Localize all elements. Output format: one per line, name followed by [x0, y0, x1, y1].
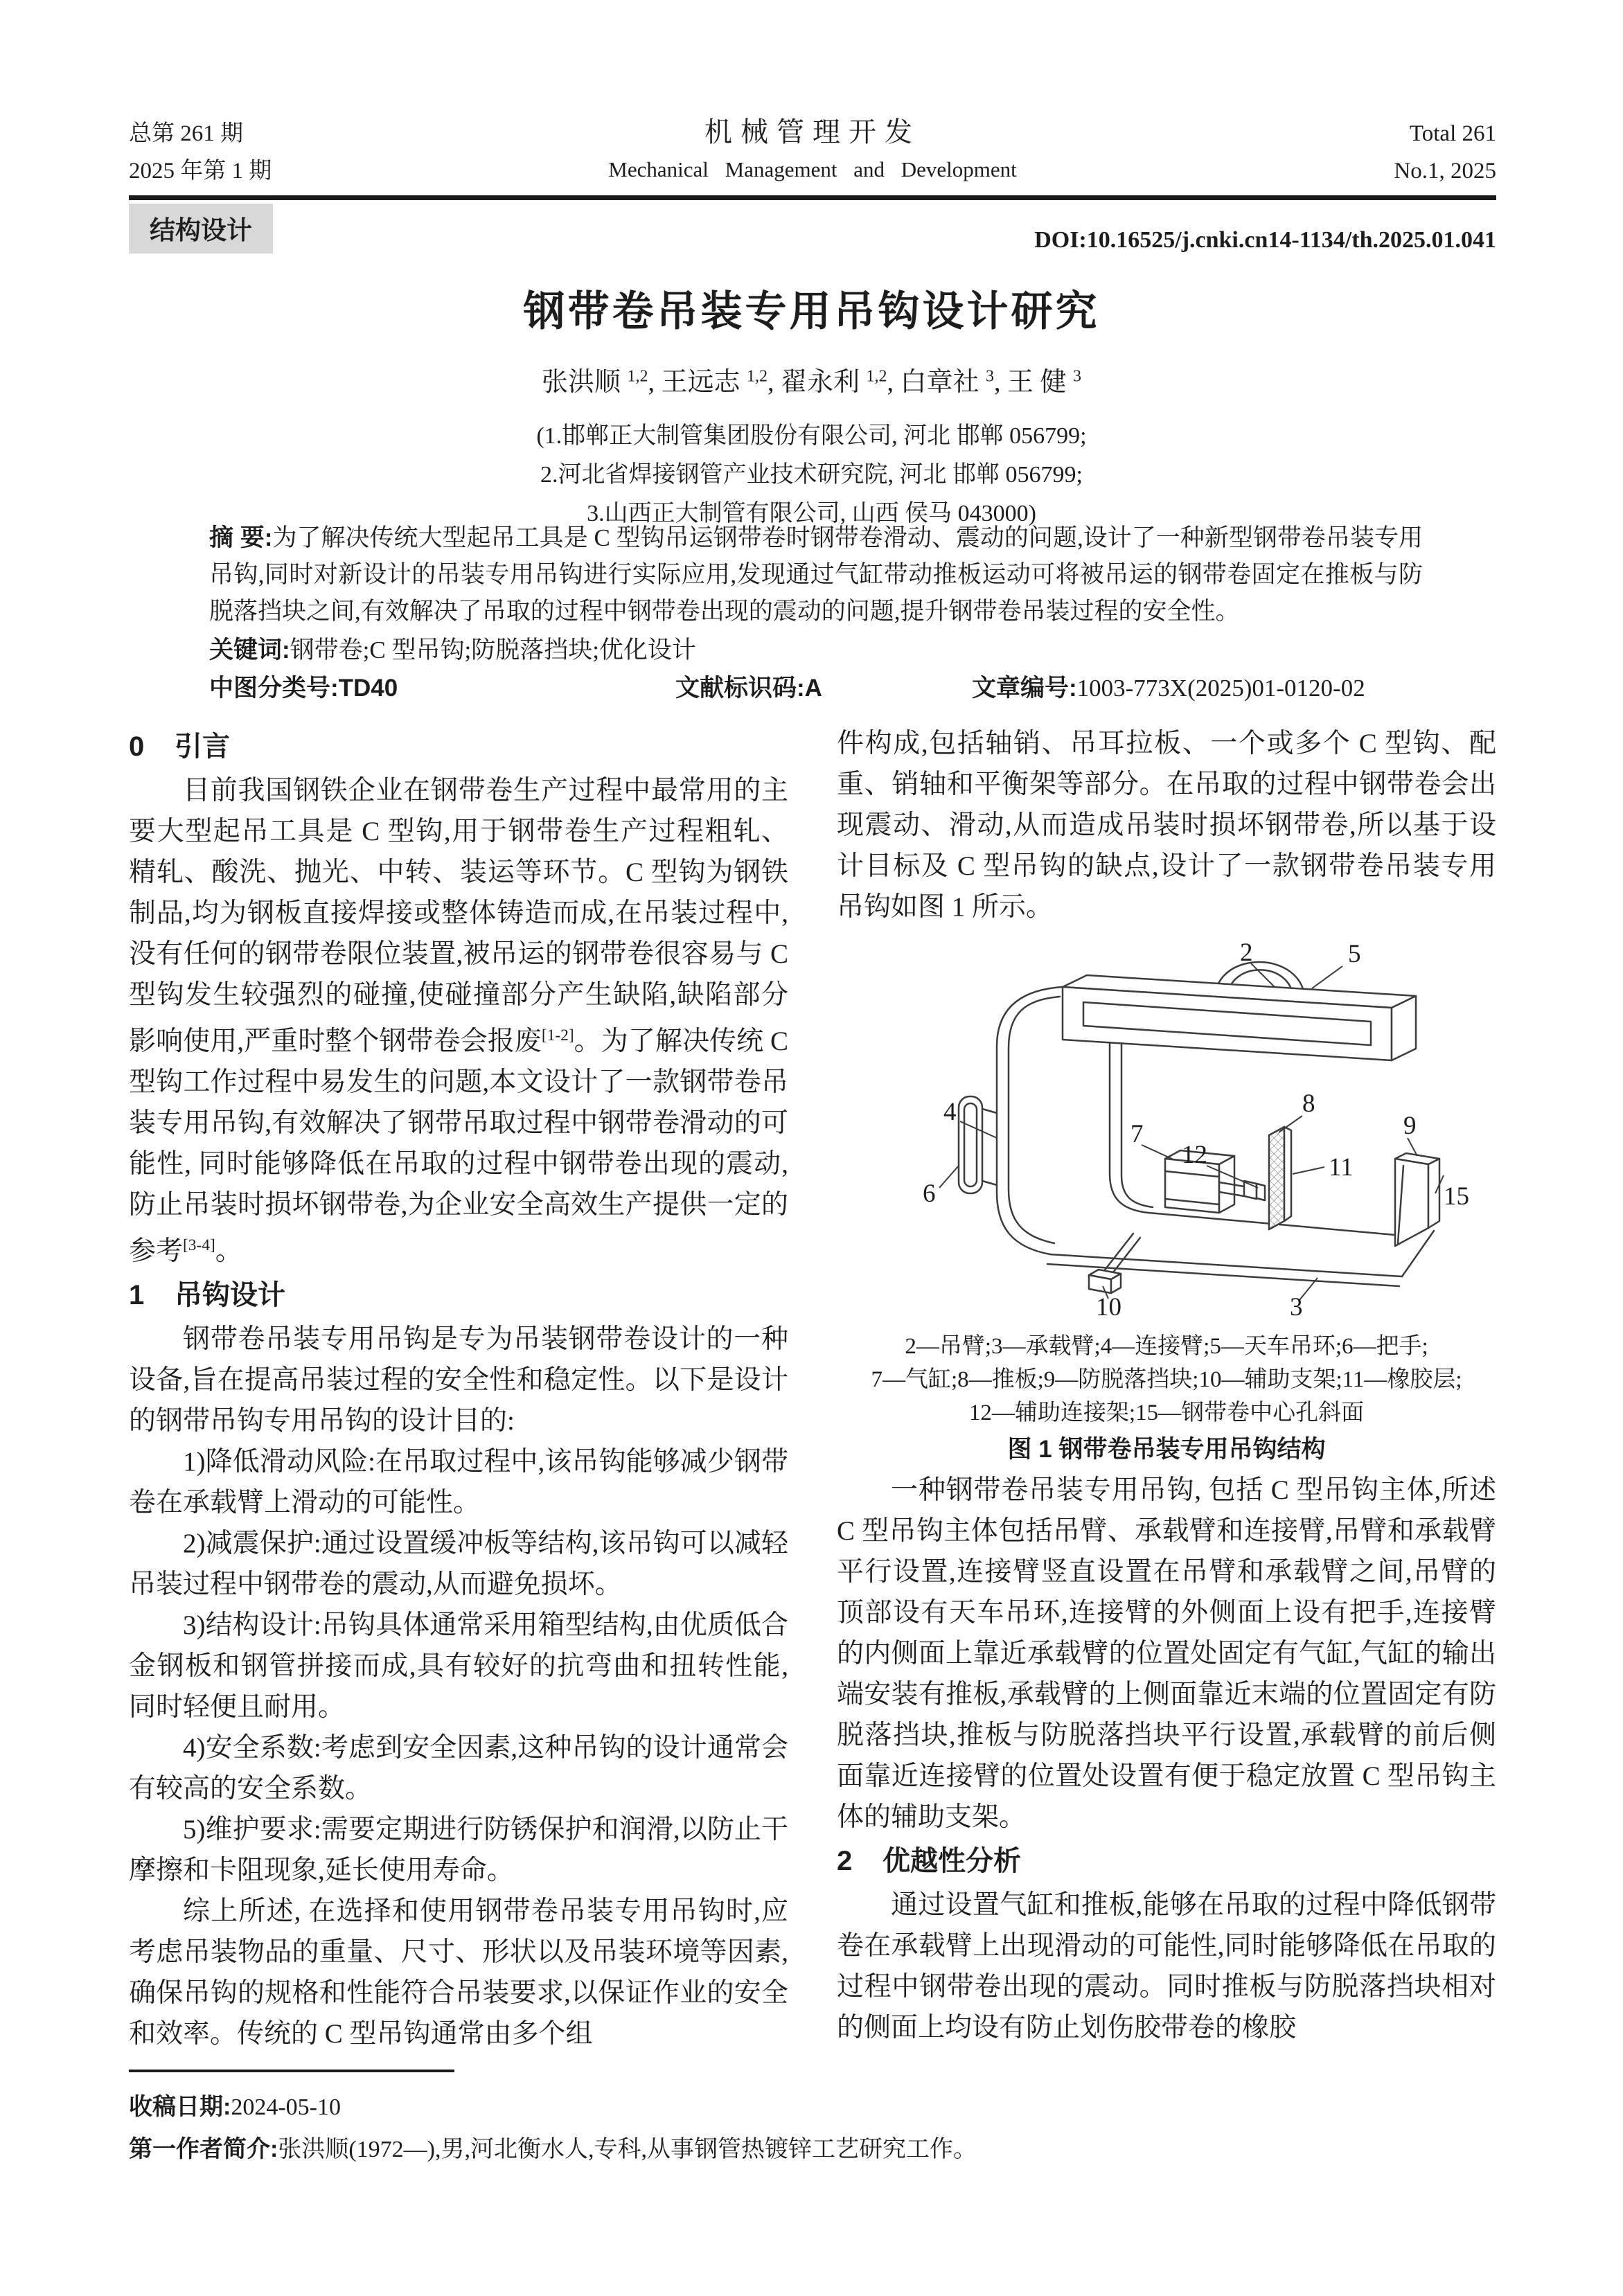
header-issue-en [1155, 115, 1497, 190]
fig-label-15: 15 [1444, 1182, 1469, 1211]
issue-number-en: No.1, 2025 [1394, 159, 1496, 184]
fig-label-3: 3 [1290, 1293, 1303, 1318]
issue-total-en: Total 261 [1409, 121, 1496, 146]
figure-caption: 图 1 钢带卷吊装专用吊钩结构 [1007, 1436, 1326, 1463]
page-title: 钢带卷吊装专用吊钩设计研究 [523, 288, 1100, 335]
paragraph-goal-2: 2)减震保护:通过设置缓冲板等结构,该吊钩可以减轻吊装过程中钢带卷的震动,从而避免损坏。 [129, 1529, 788, 1599]
authors-line: 张洪顺 $^{1,2}$, 王远志 $^{1,2}$, 翟永利 $^{1,2}$, 白章社 $^3$, 王 健 $^3$ [541, 367, 1082, 397]
connecting-arm-outer-edge [997, 987, 1063, 1254]
section-0-heading: 0 引言 [129, 731, 230, 762]
abstract-paragraph [209, 519, 1423, 630]
section-2-heading: 2 优越性分析 [837, 1846, 1021, 1876]
connecting-arm-thickness-edge [1009, 997, 1060, 1243]
paragraph-summary: 综上所述, 在选择和使用钢带卷吊装专用吊钩时,应考虑吊装物品的重量、尺寸、形状以及吊装环境等因素,确保吊钩的规格和性能符合吊装要求,以保证作业的安全和效率。传统的 C 型吊钩通常由多个组 [129, 1896, 788, 2049]
fig-label-7: 7 [1130, 1120, 1144, 1148]
leader-line-4 [960, 1121, 997, 1138]
affiliation-3: 3.山西正大制管有限公司, 山西 侯马 043000) [587, 501, 1036, 526]
affiliations [0, 417, 1623, 533]
affiliation-1: (1.邯郸正大制管集团股份有限公司, 河北 邯郸 056799; [536, 423, 1087, 449]
footnote-block [129, 2086, 1496, 2171]
doi-text: DOI:10.16525/j.cnki.cn14-1134/th.2025.01.041 [1034, 227, 1496, 253]
keywords-label: 关键词: [209, 637, 290, 664]
affiliation-2: 2.河北省焊接钢管产业技术研究院, 河北 邯郸 056799; [540, 462, 1083, 488]
paragraph-intro: 目前我国钢铁企业在钢带卷生产过程中最常用的主要大型起吊工具是 C 型钩,用于钢带卷生产过程粗轧、精轧、酸洗、抛光、中转、装运等环节。C 型钩为钢铁制品,均为钢板直接焊接或整体铸造而成,在吊装过程中,没有任何的钢带卷限位装置,被吊运的钢带卷很容易与 C 型钩发生较强烈的碰撞,使碰撞部分产生缺陷,缺陷部分影响使用,严重时整个钢带卷会报废[1-2]。为了解决传统 C 型钩工作过程中易发生的问题,本文设计了一款钢带卷吊装专用吊钩,有效解决了钢带吊取过程中钢带卷滑动的可能性, 同时能够降低在吊取的过程中钢带卷出现的震动,防止吊装时损坏钢带卷,为企业安全高效生产提供一定的参考[3-4]。 [129, 776, 788, 1266]
paragraph-goal-4: 4)安全系数:考虑到安全因素,这种吊钩的设计通常会有较高的安全系数。 [129, 1733, 788, 1804]
figure1-drawing [855, 930, 1478, 1318]
fig-label-4: 4 [943, 1098, 957, 1126]
paragraph-components: 件构成,包括轴销、吊耳拉板、一个或多个 C 型钩、配重、销轴和平衡架等部分。在吊取的过程中钢带卷会出现震动、滑动,从而造成吊装时损坏钢带卷,所以基于设计目标及 C 型吊钩的缺点,设计了一款钢带卷吊装专用吊钩如图 1 所示。 [837, 729, 1496, 922]
journal-name-cn: 机械管理开发 [704, 116, 921, 148]
received-date-line: 收稿日期:2024-05-10 [129, 2094, 341, 2120]
clc-number: 中图分类号:TD40 [209, 675, 398, 702]
push-plate-side [1284, 1127, 1291, 1221]
paragraph-advantages: 通过设置气缸和推板,能够在吊取的过程中降低钢带卷在承载臂上出现滑动的可能性,同时能够降低在吊取的过程中钢带卷出现的震动。同时推板与防脱落挡块相对的侧面上均设有防止划伤胶带卷的橡胶 [837, 1890, 1496, 2043]
paragraph-goal-5: 5)维护要求:需要定期进行防锈保护和润滑,以防止干摩擦和卡阻现象,延长使用寿命。 [129, 1815, 788, 1885]
journal-header [129, 115, 1496, 190]
figure-legend-line-3: 12—辅助连接架;15—钢带卷中心孔斜面 [968, 1400, 1365, 1425]
header-issue-cn [129, 115, 471, 190]
handle-outer [959, 1096, 982, 1193]
right-column [837, 723, 1496, 2048]
block-side-face [1428, 1159, 1439, 1228]
abstract-text: 为了解决传统大型起吊工具是 C 型钩吊运钢带卷时钢带卷滑动、震动的问题,设计了一种新型钢带卷吊装专用吊钩,同时对新设计的吊装专用吊钩进行实际应用,发现通过气缸带动推板运动可将被吊运的钢带卷固定在推板与防脱落挡块之间,有效解决了吊取的过程中钢带卷出现的震动的问题,提升钢带卷吊装过程的安全性。 [209, 524, 1423, 625]
figure-legend-line-1: 2—吊臂;3—承载臂;4—连接臂;5—天车吊环;6—把手; [905, 1334, 1428, 1359]
top-arm-end-face [1392, 996, 1416, 1060]
fig-label-2: 2 [1240, 938, 1253, 967]
paragraph-structure: 一种钢带卷吊装专用吊钩, 包括 C 型吊钩主体,所述 C 型吊钩主体包括吊臂、承载臂和连接臂,吊臂和承载臂平行设置,连接臂竖直设置在吊臂和承载臂之间,吊臂的顶部设有天车吊环,连接臂的外侧面上设有把手,连接臂的内侧面上靠近承载臂的位置处固定有气缸,气缸的输出端安装有推板,承载臂的上侧面靠近末端的位置固定有防脱落挡块,推板与防脱落挡块平行设置,承载臂的前后侧面靠近连接臂的位置处设置有便于稳定放置 C 型吊钩主体的辅助支架。 [837, 1475, 1496, 1832]
issue-total-cn: 总第 261 期 [129, 121, 243, 146]
left-column [129, 723, 788, 2054]
paragraph-design-intro: 钢带卷吊装专用吊钩是专为吊装钢带卷设计的一种设备,旨在提高吊装过程的安全性和稳定性。以下是设计的钢带吊钩专用吊钩的设计目的: [129, 1324, 788, 1436]
document-code: 文献标识码:A [675, 675, 822, 702]
paragraph-goal-1: 1)降低滑动风险:在吊取过程中,该吊钩能够减少钢带卷在承载臂上滑动的可能性。 [129, 1447, 788, 1518]
paragraph-goal-3: 3)结构设计:吊钩具体通常采用箱型结构,由优质低合金钢板和钢管拼接而成,具有较好的抗弯曲和扭转性能,同时轻便且耐用。 [129, 1610, 788, 1722]
handle-mount-bottom [982, 1181, 997, 1185]
leader-line-6 [939, 1166, 959, 1188]
handle-inner [964, 1103, 977, 1186]
section-column-tag: 结构设计 [129, 204, 273, 253]
issue-number-cn: 2025 年第 1 期 [129, 159, 272, 184]
fig-label-12: 12 [1182, 1141, 1207, 1169]
fig-label-5: 5 [1348, 940, 1361, 968]
rod-end-cap [1244, 1181, 1257, 1199]
column-tag-row [129, 206, 1496, 253]
push-plate-rubber-hatch [1269, 1127, 1284, 1229]
keywords-text: 钢带卷;C 型吊钩;防脱落挡块;优化设计 [290, 637, 696, 664]
aux-connector [1257, 1184, 1265, 1200]
fig-label-11: 11 [1329, 1153, 1354, 1182]
abstract-block [209, 519, 1423, 668]
classification-row [209, 669, 1423, 704]
keywords-line [209, 632, 1423, 668]
fig-label-10: 10 [1096, 1293, 1121, 1318]
figure-1 [855, 930, 1478, 1330]
support-foot-front [1089, 1275, 1111, 1293]
header-journal-name [471, 115, 1155, 190]
abstract-label: 摘 要: [209, 524, 273, 551]
figure-legend-line-2: 7—气缸;8—推板;9—防脱落挡块;10—辅助支架;11—橡胶层; [871, 1367, 1462, 1392]
leader-line-7 [1142, 1145, 1175, 1160]
header-divider-rule [129, 195, 1496, 200]
handle-mount-top [982, 1109, 997, 1113]
fig-label-9: 9 [1403, 1112, 1417, 1140]
fig-label-6: 6 [923, 1180, 936, 1208]
leader-line-11 [1293, 1167, 1324, 1174]
footnote-divider [129, 2070, 454, 2072]
journal-name-en: Mechanical Management and Development [608, 157, 1017, 181]
section-1-heading: 1 吊钩设计 [129, 1280, 285, 1310]
leader-line-2 [1251, 963, 1275, 987]
article-id: 文章编号:1003-773X(2025)01-0120-02 [972, 675, 1365, 702]
leader-line-5 [1312, 966, 1342, 988]
first-author-bio-line: 第一作者简介:张洪顺(1972—),男,河北衡水人,专科,从事钢管热镀锌工艺研究工作。 [129, 2136, 977, 2162]
fig-label-8: 8 [1302, 1089, 1315, 1118]
